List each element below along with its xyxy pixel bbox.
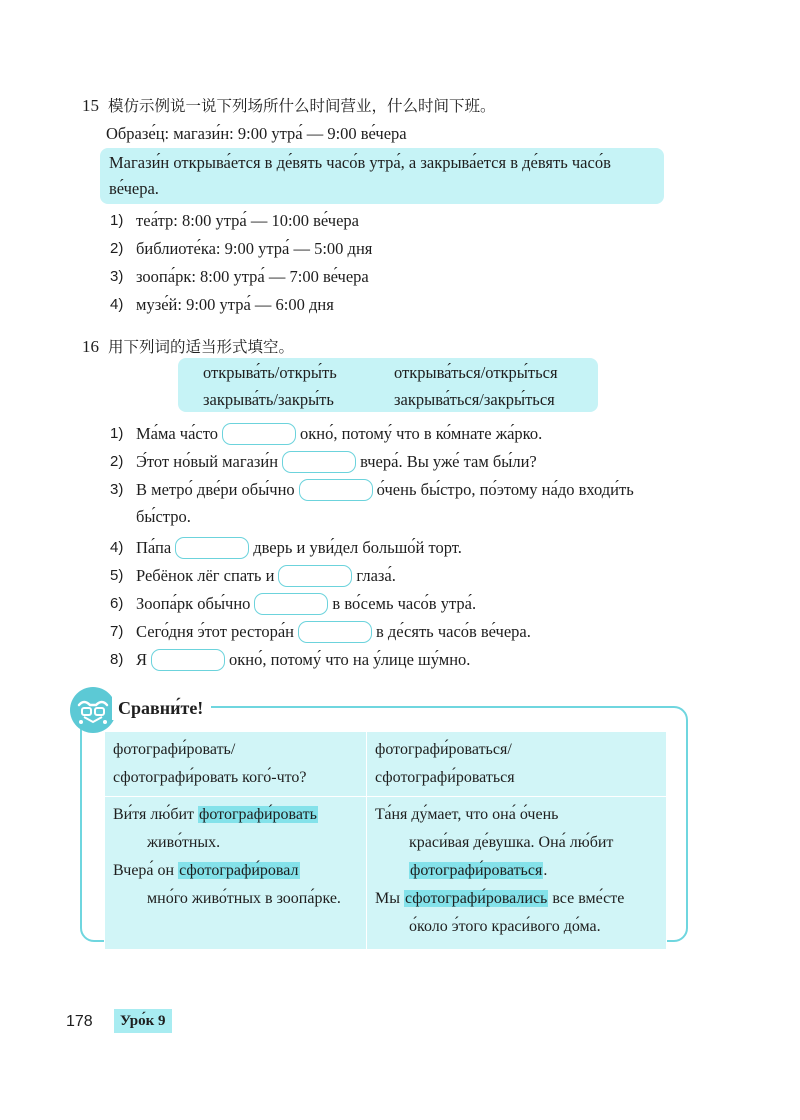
blank-input[interactable] [298,621,372,643]
list-item: 1) Ма́ма ча́сто окно́, потому́ что в ко́мнате жа́рко. [110,424,543,443]
list-item: 3) В метро́ две́ри обы́чно о́чень бы́стро, по́этому на́до входи́ть [110,480,634,499]
highlight-verb: сфотографи́ровал [179,862,299,879]
highlight-verb: фотографи́роваться [410,862,543,879]
exercise-15-header [82,95,496,117]
sample-answer-line-1: Магази́н открыва́ется в де́вять часо́в утра́, а закрыва́ется в де́вять часо́в [109,153,611,172]
sample-answer-line-2: ве́чера. [109,179,159,198]
blank-input[interactable] [282,451,356,473]
list-item: 4) Па́па дверь и уви́дел большо́й торт. [110,538,462,557]
highlight-verb: фотографи́ровать [199,806,317,823]
compare-head-right: фотографи́роваться/ сфотографи́роваться [367,732,667,797]
blank-input[interactable] [254,593,328,615]
word-bank-item: открыва́ться/откры́ться [394,363,558,382]
compare-table [104,731,667,950]
exercise-15-number: 15 [82,96,99,115]
exercise-16-number: 16 [82,337,99,356]
list-item-continuation: бы́стро. [136,507,191,526]
list-item: 8) Я окно́, потому́ что на у́лице шу́мно. [110,650,471,669]
list-item: 5) Ребёнок лёг спать и глаза́. [110,566,396,585]
lesson-badge: Уро́к 9 [114,1009,172,1033]
sample-answer-box [100,148,664,204]
exercise-16-list [110,420,634,674]
word-bank-item: открыва́ть/откры́ть [203,363,337,382]
compare-title: Сравни́те! [112,696,211,720]
blank-input[interactable] [222,423,296,445]
exercise-15-sample: Образе́ц: магази́н: 9:00 утра́ — 9:00 ве́чера [106,124,407,143]
list-item: 1) теа́тр: 8:00 утра́ — 10:00 ве́чера [110,211,359,230]
compare-examples-right: Та́ня ду́мает, что она́ о́чень краси́вая де́вушка. Она́ лю́бит фотографи́роваться. Мы сфотографи́ровались все вме́сте о́коло э́того краси́вого до́ма. [367,797,667,950]
word-bank-item: закрыва́ть/закры́ть [203,390,334,409]
word-bank-item: закрыва́ться/закры́ться [394,390,555,409]
compare-examples-left: Ви́тя лю́бит фотографи́ровать живо́тных. Вчера́ он сфотографи́ровал мно́го живо́тных в зоопа́рке. [105,797,367,950]
list-item: 3) зоопа́рк: 8:00 утра́ — 7:00 ве́чера [110,267,369,286]
exercise-16-title: 用下列词的适当形式填空。 [108,338,295,356]
exercise-15-list [110,207,372,319]
blank-input[interactable] [151,649,225,671]
list-item: 2) Э́тот но́вый магази́н вчера́. Вы уже́ там бы́ли? [110,452,537,471]
list-item: 6) Зоопа́рк обы́чно в во́семь часо́в утра́. [110,594,477,613]
list-item: 2) библиоте́ка: 9:00 утра́ — 5:00 дня [110,239,373,258]
compare-head-left: фотографи́ровать/ сфотографи́ровать кого́-что? [105,732,367,797]
exercise-15-title: 模仿示例说一说下列场所什么时间营业，什么时间下班。 [108,97,496,115]
highlight-verb: сфотографи́ровались [404,890,548,907]
list-item: 7) Сего́дня э́тот рестора́н в де́сять часо́в ве́чера. [110,622,531,641]
list-item: 4) музе́й: 9:00 утра́ — 6:00 дня [110,295,334,314]
compare-icon [70,687,116,733]
blank-input[interactable] [175,537,249,559]
exercise-16-header [82,336,294,358]
blank-input[interactable] [278,565,352,587]
page-number: 178 [66,1013,93,1030]
blank-input[interactable] [299,479,373,501]
word-bank-box [178,358,598,412]
